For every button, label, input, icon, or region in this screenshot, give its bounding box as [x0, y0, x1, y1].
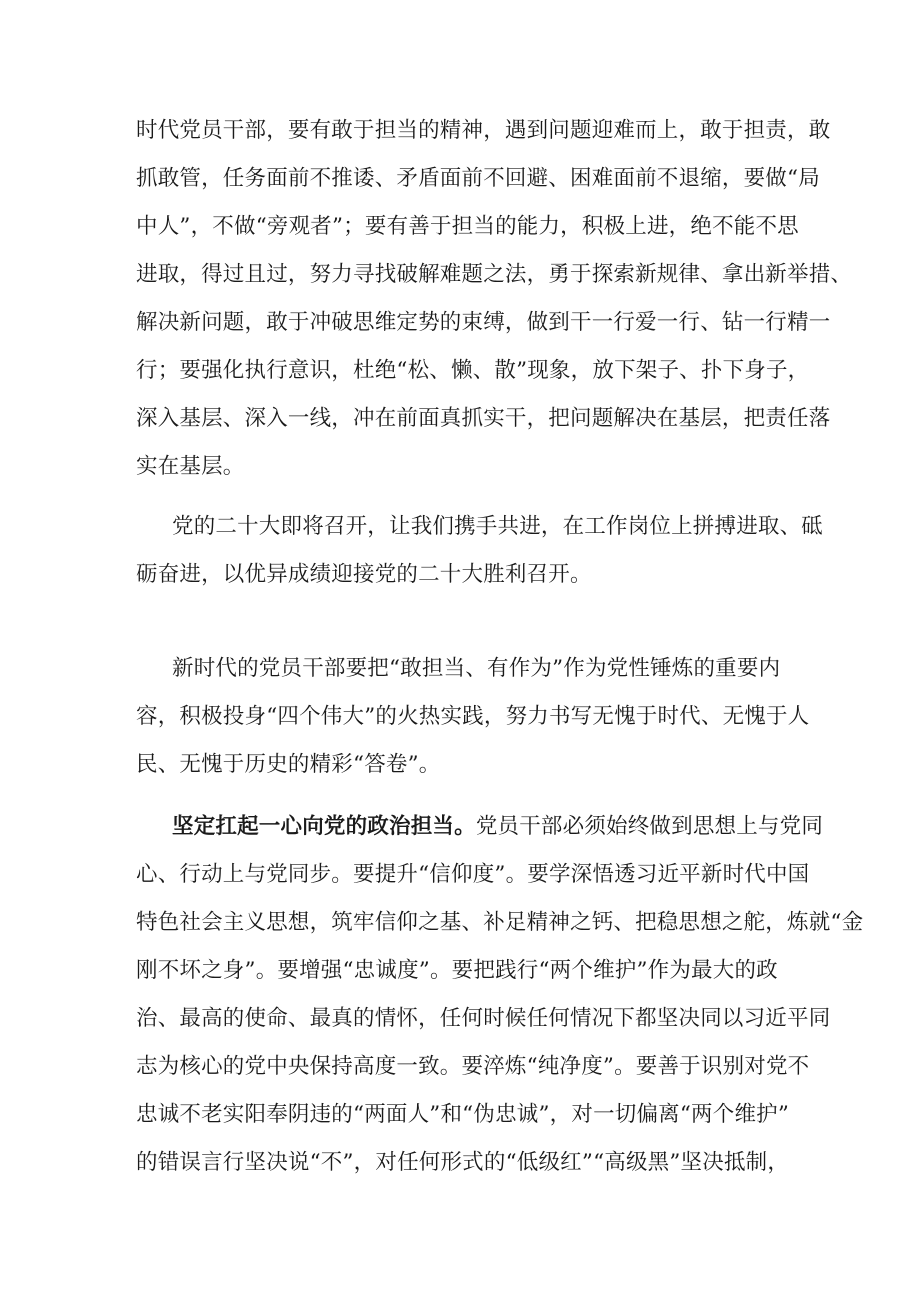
- paragraph-3-line-3: 民、无愧于历史的精彩“答卷”。: [136, 752, 441, 777]
- paragraph-2-line-2: 砺奋进，以优异成绩迎接党的二十大胜利召开。: [136, 562, 592, 587]
- paragraph-4-lead-text: 党员干部必须始终做到思想上与党同: [475, 814, 824, 839]
- paragraph-4-line-6: 志为核心的党中央保持高度一致。要淬炼“纯净度”。要善于识别对党不: [136, 1054, 810, 1079]
- paragraph-1-line-3: 中人”，不做“旁观者”；要有善于担当的能力，积极上进，绝不能不思: [136, 214, 799, 239]
- paragraph-1-line-1: 时代党员干部，要有敢于担当的精神，遇到问题迎难而上，敢于担责，敢: [136, 118, 831, 143]
- paragraph-1-line-2: 抓敢管，任务面前不推诿、矛盾面前不回避、困难面前不退缩，要做“局: [136, 166, 820, 191]
- paragraph-4-line-3: 特色社会主义思想，筑牢信仰之基、补足精神之钙、把稳思想之舵，炼就“金: [136, 910, 864, 935]
- paragraph-1-line-6: 行；要强化执行意识，杜绝“松、懒、散”现象，放下架子、扑下身子，: [136, 358, 810, 383]
- paragraph-1-line-8: 实在基层。: [136, 454, 245, 479]
- paragraph-1-line-4: 进取，得过且过，努力寻找破解难题之法，勇于探索新规律、拿出新举措、: [136, 262, 853, 287]
- paragraph-4-line-7: 忠诚不老实阳奉阴违的“两面人”和“伪忠诚”，对一切偏离“两个维护”: [136, 1102, 790, 1127]
- paragraph-4-line-4: 刚不坏之身”。要增强“忠诚度”。要把践行“两个维护”作为最大的政: [136, 958, 778, 983]
- paragraph-1-line-5: 解决新问题，敢于冲破思维定势的束缚，做到干一行爱一行、钻一行精一: [136, 310, 831, 335]
- paragraph-3-line-2: 容，积极投身“四个伟大”的火热实践，努力书写无愧于时代、无愧于人: [136, 704, 810, 729]
- paragraph-1-line-7: 深入基层、深入一线，冲在前面真抓实干，把问题解决在基层，把责任落: [136, 406, 831, 431]
- paragraph-4-heading: 坚定扛起一心向党的政治担当。: [172, 814, 476, 839]
- paragraph-4-line-1: [172, 812, 823, 842]
- paragraph-3-line-1: 新时代的党员干部要把“敢担当、有作为”作为党性锤炼的重要内: [172, 656, 781, 681]
- paragraph-4-line-2: 心、行动上与党同步。要提升“信仰度”。要学深悟透习近平新时代中国: [136, 862, 810, 887]
- paragraph-2-line-1: 党的二十大即将召开，让我们携手共进，在工作岗位上拼搏进取、砥: [172, 514, 824, 539]
- paragraph-4-line-8: 的错误言行坚决说“不”，对任何形式的“低级红”“高级黑”坚决抵制，: [136, 1150, 790, 1175]
- paragraph-4-line-5: 治、最高的使命、最真的情怀，任何时候任何情况下都坚决同以习近平同: [136, 1006, 831, 1031]
